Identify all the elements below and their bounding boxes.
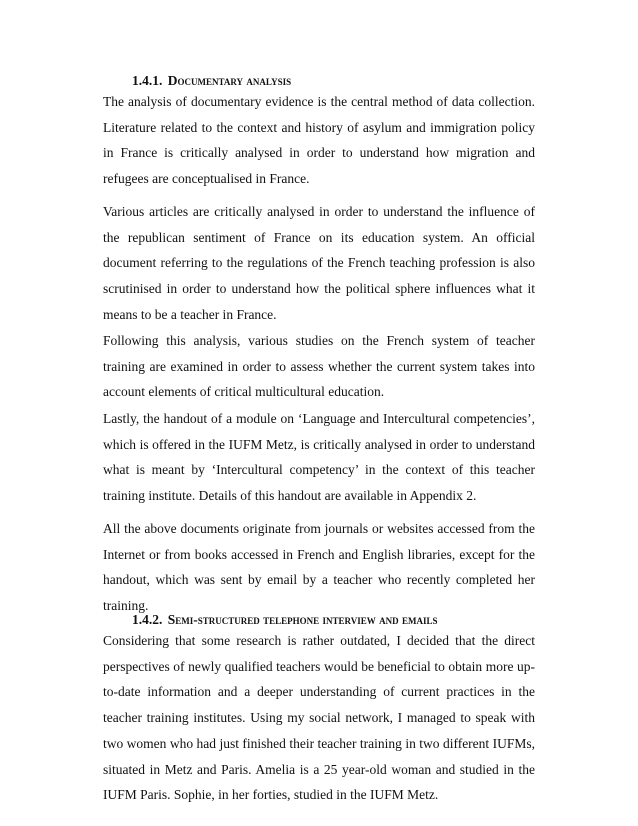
section-number: 1.4.2. (132, 612, 163, 627)
paragraph-2: Various articles are critically analysed in order to understand the influence of the republican sentiment of France on its education system. An official document referring to the regulations of the French teaching profession is also scrutinised in order to understand how the political sphere influences what it means to be a teacher in France. (103, 204, 535, 322)
paragraph-3: Following this analysis, various studies on the French system of teacher training are examined in order to assess whether the current system takes into account elements of critical multicultural education. (103, 333, 535, 400)
section-title: Semi-structured telephone interview and emails (167, 612, 438, 627)
paragraph-5: All the above documents originate from journals or websites accessed from the Internet or from books accessed in French and English libraries, except for the handout, which was sent by email by a teacher who recently completed her training. (103, 521, 535, 614)
paragraph-4: Lastly, the handout of a module on ‘Language and Intercultural competencies’, which is offered in the IUFM Metz, is critically analysed in order to understand what is meant by ‘Intercultural competency’ in the context of this teacher training institute. Details of this handout are available in Appendix 2. (103, 411, 535, 504)
paragraph-block (103, 89, 535, 192)
paragraph-block (103, 328, 535, 405)
paragraph-6: Considering that some research is rather outdated, I decided that the direct perspectives of newly qualified teachers would be beneficial to obtain more up-to-date information and a deeper understanding of current practices in the teacher training institutes. Using my social network, I managed to speak with two women who had just finished their teacher training in two different IUFMs, situated in Metz and Paris. Amelia is a 25 year-old woman and studied in the IUFM Paris. Sophie, in her forties, studied in the IUFM Metz. (103, 633, 535, 803)
paragraph-block (103, 199, 535, 328)
section-heading-telephone-interview (132, 611, 437, 629)
section-heading-documentary-analysis (132, 72, 291, 90)
paragraph-block (103, 516, 535, 619)
section-number: 1.4.1. (132, 73, 163, 88)
paragraph-block (103, 628, 535, 808)
paragraph-block (103, 406, 535, 509)
paragraph-1: The analysis of documentary evidence is the central method of data collection. Literature related to the context and history of asylum and immigration policy in France is critically analysed in order to understand how migration and refugees are conceptualised in France. (103, 94, 535, 187)
section-title: Documentary analysis (167, 73, 292, 88)
